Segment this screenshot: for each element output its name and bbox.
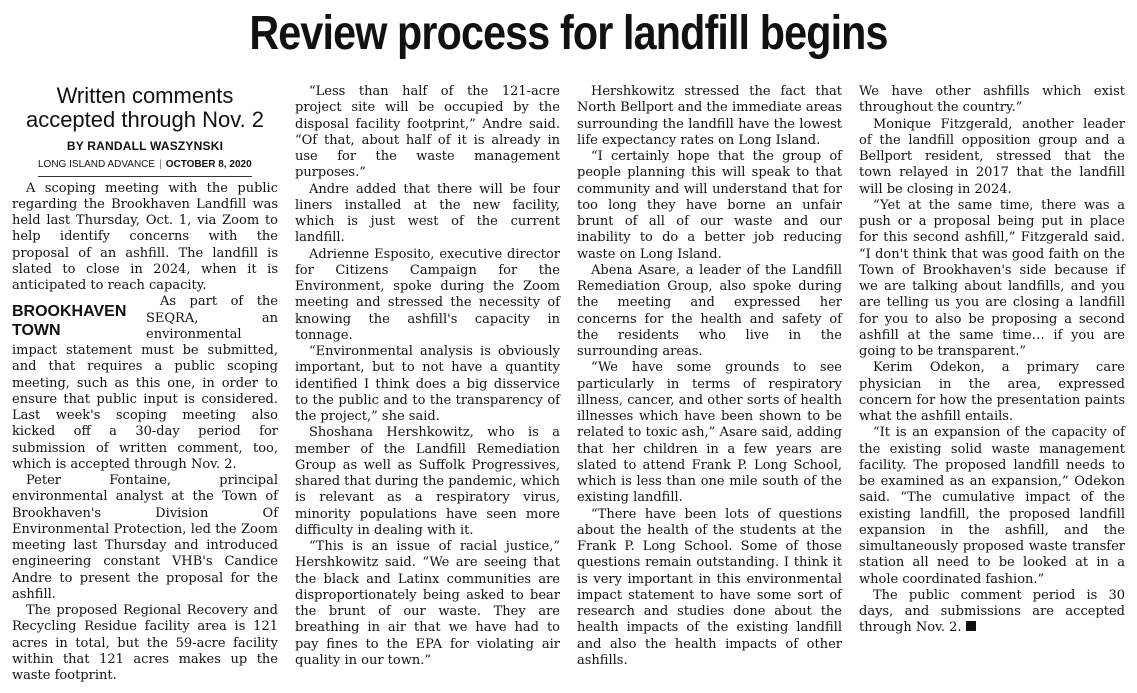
paragraph: Monique Fitzgerald, another leader of the landfill opposition group and a Bellport resident, stressed that the town relayed in 2017 that the landfill will be closing in 2024. <box>859 116 1125 197</box>
paragraph: As part of the SEQRA, an environmental impact statement must be submitted, and that requires a public scoping meeting, such as this one, in order to ensure that public input is considered. Last week's scoping meeting also kicked off a 30-day period for submission of written comment, too, which is accepted through Nov. 2. <box>12 294 278 472</box>
column-1 <box>12 84 278 684</box>
paragraph: “Less than half of the 121-acre project site will be occupied by the disposal facility footprint,” Andre said. “Of that, about half of it is already in use for the waste management purposes.” <box>295 84 560 181</box>
paragraph: A scoping meeting with the public regarding the Brookhaven Landfill was held last Thursday, Oct. 1, via Zoom to help identify concerns with the proposal of an ashfill. The landfill is slated to close in 2024, when it is anticipated to reach capacity. <box>12 180 278 293</box>
publish-date: OCTOBER 8, 2020 <box>165 159 252 171</box>
headline: Review process for landfill begins <box>249 7 888 60</box>
source-line <box>38 157 252 176</box>
paragraph: We have other ashfills which exist throughout the country.” <box>859 84 1125 116</box>
end-mark-icon <box>966 621 976 631</box>
paragraph: “It is an expansion of the capacity of the existing solid waste management facility. The proposed landfill needs to be examined as an expansion,” Odekon said. “The cumulative impact of the existing landfill, the proposed landfill expansion in the ashfill, and the simultaneously proposed waste transfer station all need to be looked at in a whole coordinated fashion.” <box>859 425 1125 587</box>
column-3 <box>577 84 842 669</box>
byline: BY RANDALL WASZYNSKI <box>66 139 224 153</box>
sidebar-label: BROOKHAVEN TOWN <box>12 303 127 340</box>
source-separator: | <box>159 159 162 171</box>
paragraph: Hershkowitz stressed the fact that North Bellport and the immediate areas surrounding the landfill have the lowest life expectancy rates on Long Island. <box>577 84 842 148</box>
source-name: LONG ISLAND ADVANCE <box>38 159 156 171</box>
column-2 <box>295 84 560 669</box>
final-paragraph <box>859 588 1125 637</box>
column-4 <box>859 84 1125 637</box>
paragraph: “Yet at the same time, there was a push or a proposal being put in place for this second ashfill,” Fitzgerald said. “I don't think that was good faith on the Town of Brookhaven's side because if we are talking about landfills, and you are telling us you are closing a landfill for you to also be proposing a second ashfill at the same time… if you are going to be transparent.” <box>859 197 1125 359</box>
paragraph: Abena Asare, a leader of the Landfill Remediation Group, also spoke during the meeting and expressed her concerns for the health and safety of the residents who live in the surrounding areas. <box>577 262 842 359</box>
paragraph: Kerim Odekon, a primary care physician in the area, expressed concern for how the presentation paints what the ashfill entails. <box>859 360 1125 424</box>
deck: Written comments accepted through Nov. 2 <box>25 83 265 132</box>
paragraph: “Environmental analysis is obviously important, but to not have a quantity identified I think does a big disservice to the public and to the transparency of the project,” she said. <box>295 344 560 424</box>
paragraph: Andre added that there will be four liners installed at the new facility, which is just west of the current landfill. <box>295 181 560 246</box>
paragraph: “This is an issue of racial justice,” Hershkowitz said. “We are seeing that the black and Latinx communities are disproportionately being asked to bear the brunt of our waste. They are breathing in air that we have had to pay fines to the EPA for violating air quality in our town.” <box>295 539 560 668</box>
paragraph: Shoshana Hershkowitz, who is a member of the Landfill Remediation Group as well as Suffolk Progressives, shared that during the pandemic, which is relevant as a respiratory virus, minority populations have seen more difficulty in dealing with it. <box>295 425 560 538</box>
paragraph: Adrienne Esposito, executive director for Citizens Campaign for the Environment, spoke during the Zoom meeting and stressed the necessity of knowing the ashfill's capacity in tonnage. <box>295 246 560 343</box>
paragraph-text: The public comment period is 30 days, and submissions are accepted through Nov. 2. <box>859 587 1125 636</box>
paragraph: “We have some grounds to see particularly in terms of respiratory illness, cancer, and other sorts of health illnesses which have been shown to be related to toxic ash,” Asare said, adding that her children in a few years are slated to attend Frank P. Long School, which is less than one mile south of the existing landfill. <box>577 360 842 506</box>
paragraph: “I certainly hope that the group of people planning this will speak to that community and will understand that for too long they have borne an unfair brunt of all of our waste and our inability to do a better job reducing waste on Long Island. <box>577 149 842 262</box>
paragraph: Peter Fontaine, principal environmental analyst at the Town of Brookhaven's Division Of Environmental Protection, led the Zoom meeting last Thursday and introduced engineering constant VHB's Candice Andre to present the proposal for the ashfill. <box>12 473 278 602</box>
paragraph: “There have been lots of questions about the health of the students at the Frank P. Long School. Some of those questions remain outstanding. I think it is very important in this environmental impact statement to have some sort of research and studies done about the health impacts of the existing landfill and also the health impacts of other ashfills. <box>577 506 842 668</box>
paragraph: The proposed Regional Recovery and Recycling Residue facility area is 121 acres in total, but the 59-acre facility within that 121 acres makes up the waste footprint. <box>12 603 278 683</box>
